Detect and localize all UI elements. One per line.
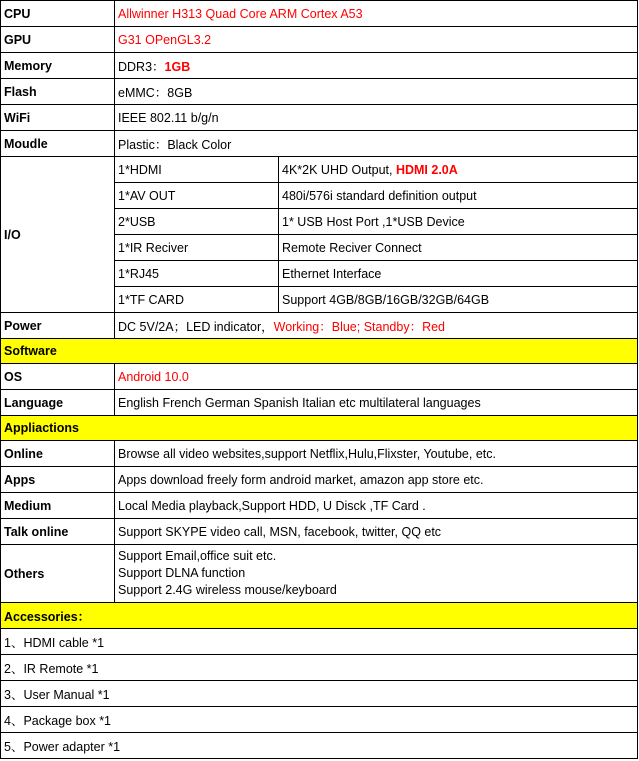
flash-value: eMMC：8GB <box>115 79 638 105</box>
accessory-row <box>1 655 638 681</box>
software-header: Software <box>1 339 638 364</box>
accessory-item: 4、Package box *1 <box>1 707 638 733</box>
spec-row-moudle <box>1 131 638 157</box>
accessory-item: 3、User Manual *1 <box>1 681 638 707</box>
spec-row-gpu <box>1 27 638 53</box>
section-applications <box>1 416 638 441</box>
power-highlight: Working：Blue; Standby：Red <box>273 319 446 334</box>
accessory-row <box>1 707 638 733</box>
app-row-others <box>1 545 638 603</box>
app-label: Online <box>1 441 115 467</box>
app-row <box>1 519 638 545</box>
power-label: Power <box>1 313 115 339</box>
cpu-value: Allwinner H313 Quad Core ARM Cortex A53 <box>115 1 638 27</box>
others-label: Others <box>1 545 115 603</box>
spec-row-wifi <box>1 105 638 131</box>
spec-row-language <box>1 390 638 416</box>
spec-row-memory <box>1 53 638 79</box>
wifi-label: WiFi <box>1 105 115 131</box>
others-line: Support DLNA function <box>118 566 246 580</box>
app-value: Apps download freely form android market, amazon app store etc. <box>115 467 638 493</box>
io-port: 1*AV OUT <box>115 183 279 209</box>
app-value: Browse all video websites,support Netflix,Hulu,Flixster, Youtube, etc. <box>115 441 638 467</box>
io-desc: 1* USB Host Port ,1*USB Device <box>279 209 638 235</box>
language-value: English French German Spanish Italian etc multilateral languages <box>115 390 638 416</box>
io-row <box>1 157 638 183</box>
io-desc: Support 4GB/8GB/16GB/32GB/64GB <box>279 287 638 313</box>
cpu-label: CPU <box>1 1 115 27</box>
language-label: Language <box>1 390 115 416</box>
section-software <box>1 339 638 364</box>
wifi-value: IEEE 802.11 b/g/n <box>115 105 638 131</box>
others-value <box>115 545 638 603</box>
others-line: Support Email,office suit etc. <box>118 549 277 563</box>
io-desc: Remote Reciver Connect <box>279 235 638 261</box>
others-line: Support 2.4G wireless mouse/keyboard <box>118 583 337 597</box>
power-cell <box>115 313 638 339</box>
moudle-value: Plastic：Black Color <box>115 131 638 157</box>
io-port: 1*RJ45 <box>115 261 279 287</box>
app-label: Medium <box>1 493 115 519</box>
section-accessories <box>1 603 638 629</box>
io-desc <box>279 157 638 183</box>
io-port: 1*TF CARD <box>115 287 279 313</box>
applications-header: Appliactions <box>1 416 638 441</box>
memory-cell <box>115 53 638 79</box>
io-desc: 480i/576i standard definition output <box>279 183 638 209</box>
app-value: Local Media playback,Support HDD, U Disck ,TF Card . <box>115 493 638 519</box>
memory-label: Memory <box>1 53 115 79</box>
spec-row-cpu <box>1 1 638 27</box>
moudle-label: Moudle <box>1 131 115 157</box>
accessory-row <box>1 681 638 707</box>
accessory-item: 5、Power adapter *1 <box>1 733 638 759</box>
accessories-header: Accessories： <box>1 603 638 629</box>
io-desc-text: 4K*2K UHD Output, <box>282 162 396 177</box>
accessory-row <box>1 629 638 655</box>
spec-row-os <box>1 364 638 390</box>
accessory-row <box>1 733 638 759</box>
app-row <box>1 493 638 519</box>
memory-value: 1GB <box>164 59 191 74</box>
accessory-item: 1、HDMI cable *1 <box>1 629 638 655</box>
io-desc: Ethernet Interface <box>279 261 638 287</box>
app-label: Talk online <box>1 519 115 545</box>
os-value: Android 10.0 <box>115 364 638 390</box>
io-port: 1*IR Reciver <box>115 235 279 261</box>
app-row <box>1 441 638 467</box>
io-desc-highlight: HDMI 2.0A <box>395 162 458 177</box>
io-port: 2*USB <box>115 209 279 235</box>
io-port: 1*HDMI <box>115 157 279 183</box>
io-label: I/O <box>1 157 115 313</box>
memory-prefix: DDR3： <box>118 59 165 74</box>
app-value: Support SKYPE video call, MSN, facebook, twitter, QQ etc <box>115 519 638 545</box>
flash-label: Flash <box>1 79 115 105</box>
power-value: DC 5V/2A；LED indicator， <box>118 319 274 334</box>
os-label: OS <box>1 364 115 390</box>
spec-row-flash <box>1 79 638 105</box>
gpu-label: GPU <box>1 27 115 53</box>
app-label: Apps <box>1 467 115 493</box>
accessory-item: 2、IR Remote *1 <box>1 655 638 681</box>
gpu-value: G31 OPenGL3.2 <box>115 27 638 53</box>
app-row <box>1 467 638 493</box>
spec-row-power <box>1 313 638 339</box>
